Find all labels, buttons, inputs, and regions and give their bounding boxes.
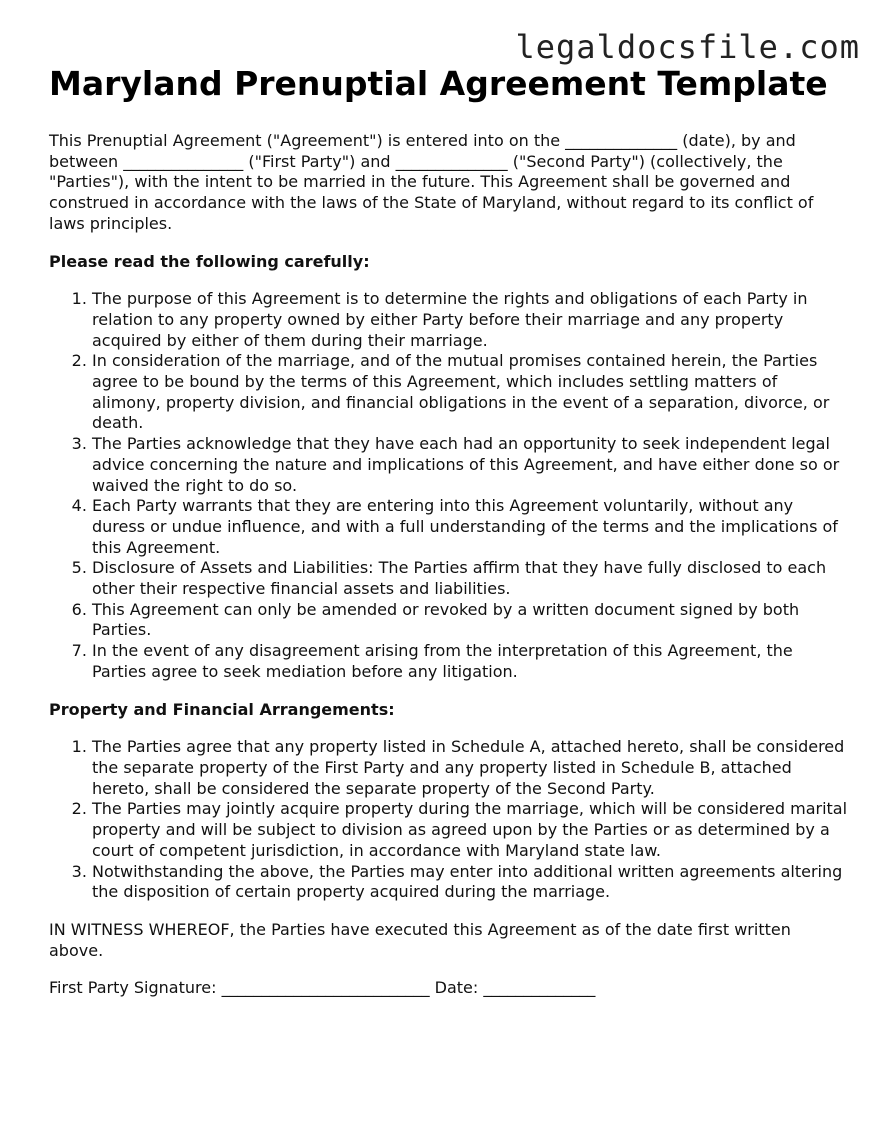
- signature-line: First Party Signature: __________________________ Date: ______________: [49, 978, 596, 998]
- list-item: 4. Each Party warrants that they are entering into this Agreement voluntarily, without any duress or undue influence, and with a full understanding of the terms and the implications of this Agreement.: [92, 496, 849, 558]
- witness-paragraph: IN WITNESS WHEREOF, the Parties have executed this Agreement as of the date first written above.: [49, 919, 791, 960]
- list-item: 2. In consideration of the marriage, and of the mutual promises contained herein, the Parties agree to be bound by the terms of this Agreement, which includes settling matters of alimony, property division, and financial obligations in the event of a separation, divorce, or death.: [92, 351, 849, 434]
- property-list: [49, 737, 849, 903]
- list-item: 3. Notwithstanding the above, the Parties may enter into additional written agreements altering the disposition of certain property acquired during the marriage.: [92, 862, 849, 903]
- list-item: 1. The purpose of this Agreement is to determine the rights and obligations of each Party in relation to any property owned by either Party before their marriage and any property acquired by either of them during their marriage.: [92, 289, 849, 351]
- list-item: 6. This Agreement can only be amended or revoked by a written document signed by both Parties.: [92, 600, 849, 641]
- section-heading-property: Property and Financial Arrangements:: [49, 699, 395, 719]
- list-item: 1. The Parties agree that any property listed in Schedule A, attached hereto, shall be considered the separate property of the First Party and any property listed in Schedule B, attached hereto, shall be considered the separate property of the Second Party.: [92, 737, 849, 799]
- intro-paragraph: This Prenuptial Agreement ("Agreement") is entered into on the ______________ (date), by and between _______________ ("First Party") and ______________ ("Second Party") (collectively, the "Parties"), with the intent to be married in the future. This Agreement shall be governed and construed in accordance with the laws of the State of Maryland, without regard to its conflict of laws principles.: [49, 131, 814, 233]
- list-item: 2. The Parties may jointly acquire property during the marriage, which will be considered marital property and will be subject to division as agreed upon by the Parties or as determined by a court of competent jurisdiction, in accordance with Maryland state law.: [92, 799, 849, 861]
- list-item: 7. In the event of any disagreement arising from the interpretation of this Agreement, the Parties agree to seek mediation before any litigation.: [92, 641, 849, 682]
- site-watermark: legaldocsfile.com: [515, 28, 860, 66]
- document-title: Maryland Prenuptial Agreement Template: [49, 64, 828, 103]
- list-item: 5. Disclosure of Assets and Liabilities: The Parties affirm that they have fully disclosed to each other their respective financial assets and liabilities.: [92, 558, 849, 599]
- read-carefully-list: [49, 289, 849, 682]
- section-heading-read-carefully: Please read the following carefully:: [49, 251, 370, 271]
- document-body: [49, 62, 849, 999]
- list-item: 3. The Parties acknowledge that they have each had an opportunity to seek independent legal advice concerning the nature and implications of this Agreement, and have either done so or waived the right to do so.: [92, 434, 849, 496]
